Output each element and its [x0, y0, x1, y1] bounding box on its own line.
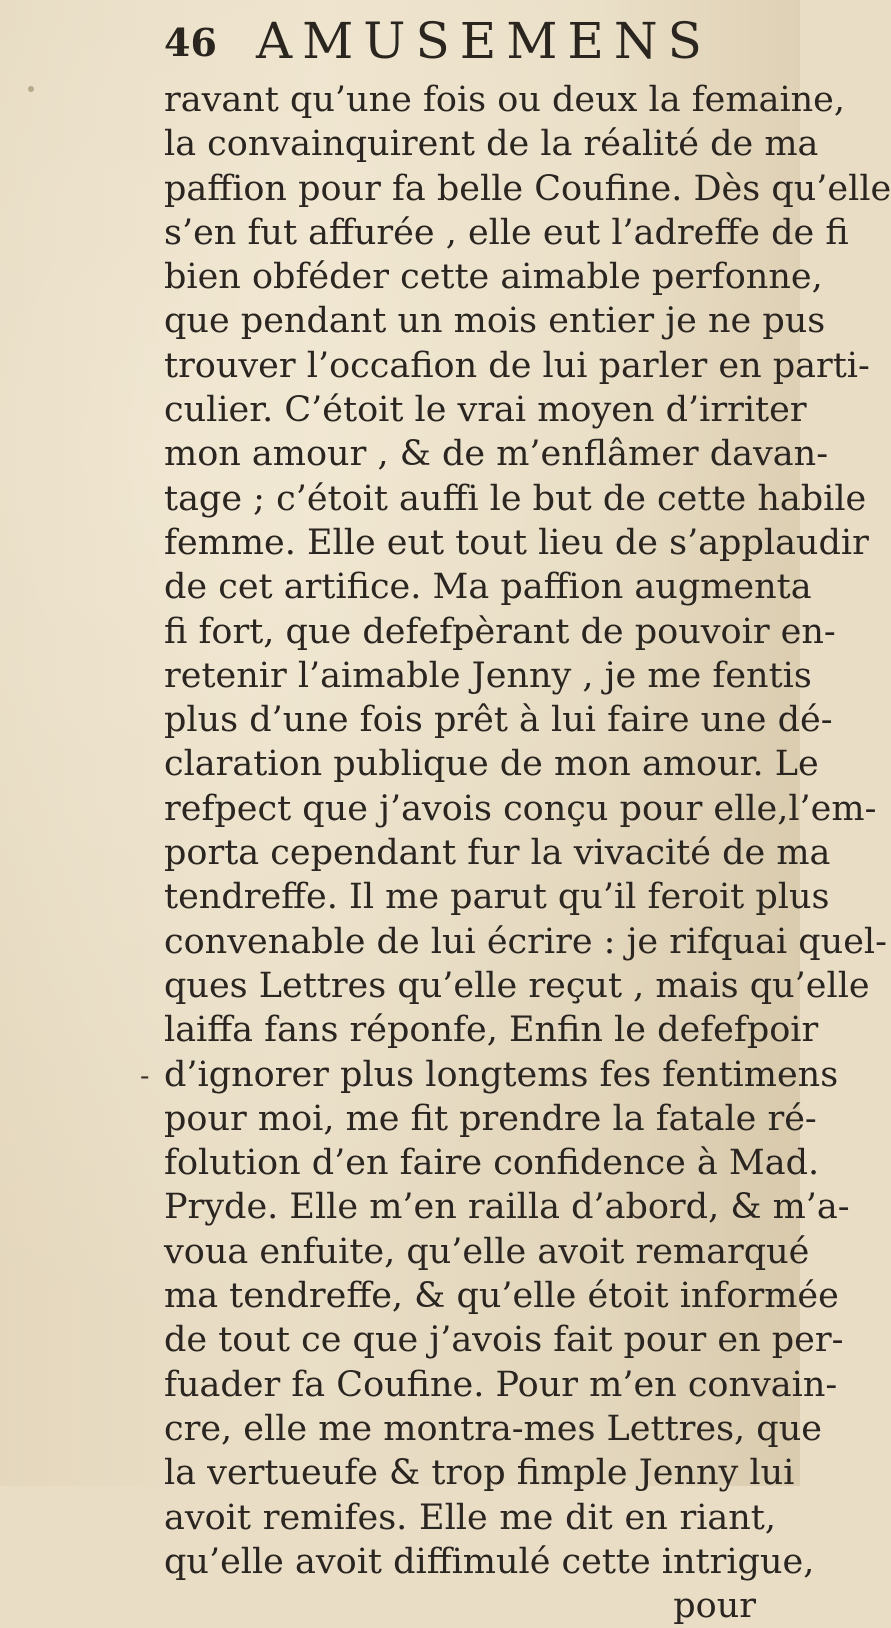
- text-line: mon amour , & de m’enflâmer davan-: [164, 434, 829, 475]
- text-line: qu’elle avoit diffimulé cette intrigue,: [164, 1541, 815, 1582]
- text-line: avoit remifes. Elle me dit en riant,: [164, 1497, 776, 1538]
- text-line: fuader fa Coufine. Pour m’en convain-: [164, 1364, 838, 1405]
- catchword: pour: [673, 1586, 756, 1627]
- text-line: laiffa fans réponfe, Enfin le defefpoir: [164, 1010, 819, 1051]
- page-header: [164, 12, 764, 72]
- text-line: porta cependant fur la vivacité de ma: [164, 833, 831, 874]
- text-line: la convainquirent de la réalité de ma: [164, 124, 819, 165]
- text-line: culier. C’étoit le vrai moyen d’irriter: [164, 390, 807, 431]
- text-line: fi fort, que defefpèrant de pouvoir en-: [164, 611, 836, 652]
- text-line: femme. Elle eut tout lieu de s’applaudir: [164, 522, 869, 563]
- paper-spot: [28, 86, 34, 92]
- text-line: la vertueufe & trop fimple Jenny lui: [164, 1453, 795, 1494]
- text-line: ques Lettres qu’elle reçut , mais qu’elle: [164, 965, 870, 1006]
- text-line: plus d’une fois prêt à lui faire une dé-: [164, 700, 833, 741]
- body-text: [164, 78, 891, 1628]
- text-line: Pryde. Elle m’en railla d’abord, & m’a-: [164, 1187, 850, 1228]
- text-line: de tout ce que j’avois fait pour en per-: [164, 1320, 844, 1361]
- text-line: cre, elle me montra-mes Lettres, que: [164, 1408, 822, 1449]
- text-line: de cet artifice. Ma paffion augmenta: [164, 567, 812, 608]
- text-line: bien obféder cette aimable perfonne,: [164, 257, 823, 298]
- text-line: paffion pour fa belle Coufine. Dès qu’elle: [164, 168, 891, 209]
- running-title: AMUSEMENS: [256, 12, 712, 70]
- text-line: d’ignorer plus longtems fes fentimens: [164, 1054, 839, 1095]
- text-line: convenable de lui écrire : je rifquai quel-: [164, 921, 887, 962]
- text-line: tendreffe. Il me parut qu’il feroit plus: [164, 877, 830, 918]
- text-line: refpect que j’avois conçu pour elle,l’em-: [164, 788, 877, 829]
- text-line: voua enfuite, qu’elle avoit remarqué: [164, 1231, 810, 1272]
- text-line: trouver l’occafion de lui parler en parti-: [164, 345, 870, 386]
- margin-mark: -: [140, 1059, 150, 1092]
- text-line: folution d’en faire confidence à Mad.: [164, 1143, 820, 1184]
- text-line: retenir l’aimable Jenny , je me fentis: [164, 655, 812, 696]
- text-line: que pendant un mois entier je ne pus: [164, 301, 826, 342]
- text-line: s’en fut affurée , elle eut l’adreffe de fi: [164, 212, 849, 253]
- text-line: claration publique de mon amour. Le: [164, 744, 819, 785]
- page-number: 46: [164, 20, 217, 65]
- text-line: pour moi, me fit prendre la fatale ré-: [164, 1098, 817, 1139]
- text-line: ma tendreffe, & qu’elle étoit informée: [164, 1276, 839, 1317]
- text-line: tage ; c’étoit auffi le but de cette habile: [164, 478, 867, 519]
- text-line: ravant qu’une fois ou deux la femaine,: [164, 80, 846, 120]
